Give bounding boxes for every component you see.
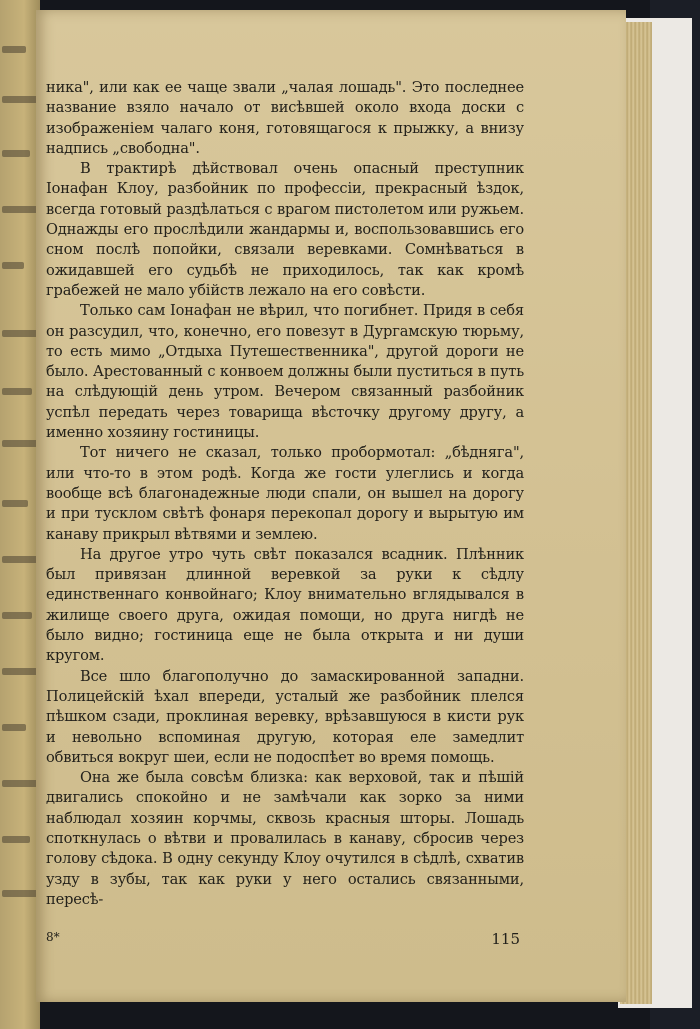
paragraph-6: Все шло благополучно до замаскированной западни. Полицейскiй ѣхал впереди, усталый же разбойник плелся пѣшком сзади, проклиная веревку, врѣзавшуюся в кисти рук и невольно вспоминая другую, которая еле замедлит обвиться вокруг шеи, если не подоспѣет во время помощь. bbox=[46, 667, 524, 766]
paragraph-3: Только сам Iонафан не вѣрил, что погибнет. Придя в себя он разсудил, что, конечно, его повезут в Дургамскую тюрьму, то есть мимо „Отдыха Путешественника", другой дороги не было. Арестованный с конвоем должны были пуститься в путь на слѣдующiй день утром. Вечером связанный разбойник успѣл передать через товарища вѣсточку другому другу, а именно хозяину гостиницы. bbox=[46, 302, 524, 442]
signature-mark: 8* bbox=[46, 930, 60, 944]
paragraph-1: ника", или как ее чаще звали „чалая лошадь". Это последнее название взяло начало от висѣвшей около входа доски с изображенiем чалаго коня, готовящагося к прыжку, а внизу надпись „свободна". bbox=[46, 79, 524, 157]
book-page bbox=[36, 10, 626, 1002]
paragraph-4: Тот ничего не сказал, только пробормотал: „бѣдняга", или что-то в этом родѣ. Когда же гости улеглись и когда вообще всѣ благонадежные люди спали, он вышел на дорогу и при тусклом свѣтѣ фонаря перекопал дорогу и вырытую им канаву прикрыл вѣтвями и землею. bbox=[46, 444, 524, 543]
page-body-text bbox=[46, 78, 524, 910]
paragraph-7: Она же была совсѣм близка: как верховой, так и пѣшiй двигались спокойно и не замѣчали как зорко за ними наблюдал хозяин корчмы, сквозь красныя шторы. Лошадь споткнулась о вѣтви и провалилась в канаву, сбросив через голову сѣдока. В одну секунду Клоу очутился в сѣдлѣ, схватив узду в зубы, так как руки у него остались связанными, пересѣ- bbox=[46, 769, 524, 908]
page-number: 115 bbox=[491, 930, 520, 948]
left-page-edge bbox=[0, 0, 40, 1029]
page-footer bbox=[46, 930, 524, 952]
paragraph-2: В трактирѣ дѣйствовал очень опасный преступник Iонафан Клоу, разбойник по профессiи, прекрасный ѣздок, всегда готовый раздѣлаться с врагом пистолетом или ружьем. Однажды его прослѣдили жандармы и, воспользовавшись его сном послѣ попойки, связали веревками. Сомнѣваться в ожидавшей его судьбѣ не приходилось, так как кромѣ грабежей не мало убiйств лежало на его совѣсти. bbox=[46, 160, 524, 299]
paragraph-5: На другое утро чуть свѣт показался всадник. Плѣнник был привязан длинной веревкой за руки к сѣдлу единственнаго конвойнаго; Клоу внимательно вглядывался в жилище своего друга, ожидая помощи, но друга нигдѣ не было видно; гостиница еще не была открыта и ни души кругом. bbox=[46, 545, 524, 665]
